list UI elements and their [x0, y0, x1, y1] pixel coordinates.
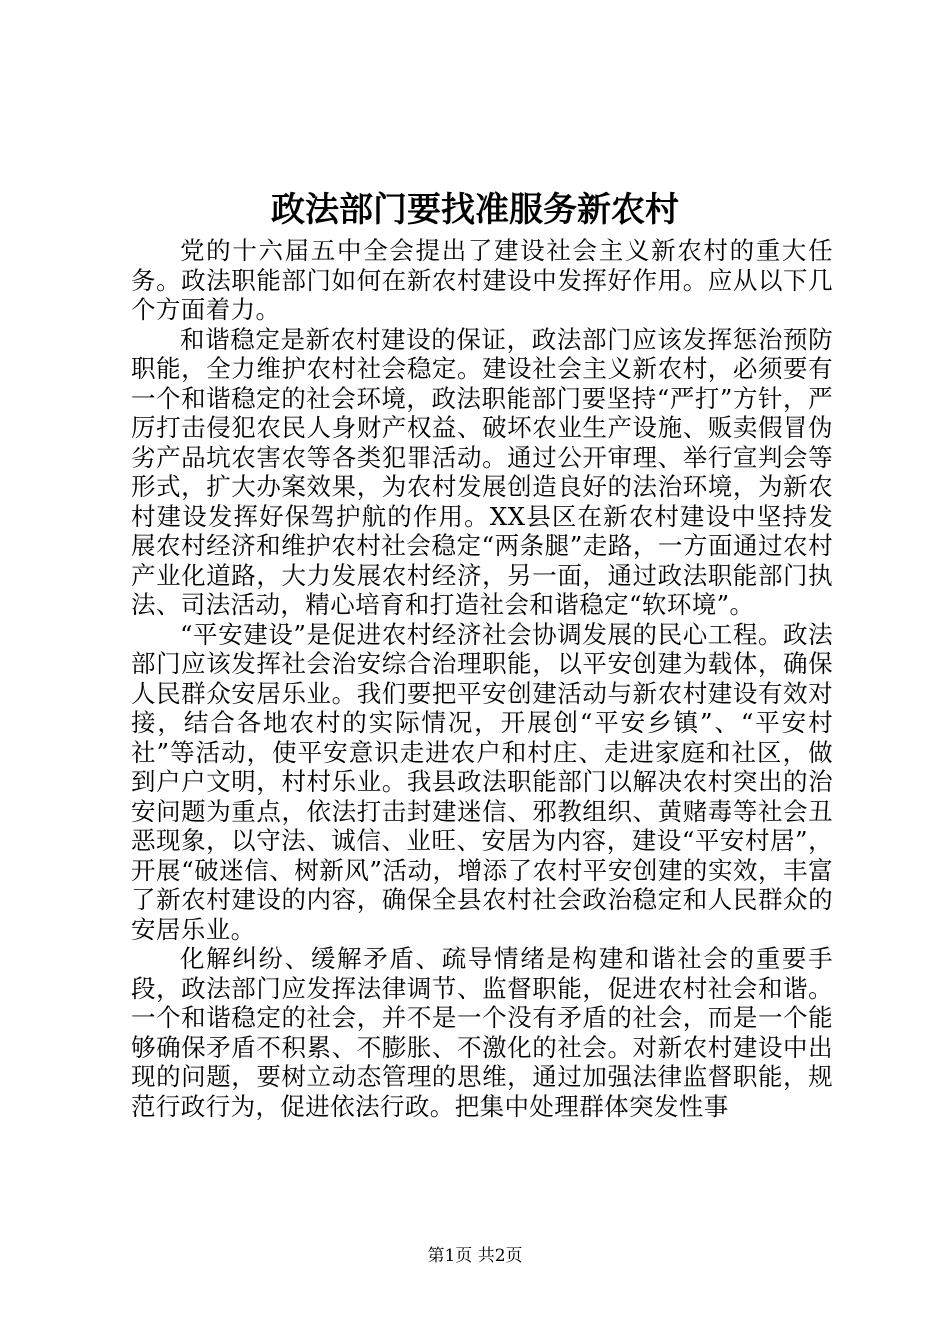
paragraph-4: 化解纠纷、缓解矛盾、疏导情绪是构建和谐社会的重要手段，政法部门应发挥法律调节、监督职能，促进农村社会和谐。一个和谐稳定的社会，并不是一个没有矛盾的社会，而是一个能够确保矛盾不积累、不膨胀、不激化的社会。对新农村建设中出现的问题，要树立动态管理的思维，通过加强法律监督职能，规范行政行为，促进依法行政。把集中处理群体突发性事 [131, 944, 833, 1121]
page-number-footer: 第1页 共2页 [427, 1246, 523, 1266]
page-title: 政法部门要找准服务新农村 [271, 190, 679, 230]
paragraph-1: 党的十六届五中全会提出了建设社会主义新农村的重大任务。政法职能部门如何在新农村建设中发挥好作用。应从以下几个方面着力。 [131, 236, 833, 324]
paragraph-3: “平安建设”是促进农村经济社会协调发展的民心工程。政法部门应该发挥社会治安综合治理职能，以平安创建为载体，确保人民群众安居乐业。我们要把平安创建活动与新农村建设有效对接，结合各地农村的实际情况，开展创“平安乡镇”、“平安村社”等活动，使平安意识走进农户和村庄、走进家庭和社区，做到户户文明，村村乐业。我县政法职能部门以解决农村突出的治安问题为重点，依法打击封建迷信、邪教组织、黄赌毒等社会丑恶现象，以守法、诚信、业旺、安居为内容，建设“平安村居”，开展“破迷信、树新风”活动，增添了农村平安创建的实效，丰富了新农村建设的内容，确保全县农村社会政治稳定和人民群众的安居乐业。 [131, 619, 833, 944]
document-body [131, 236, 833, 1121]
paragraph-2: 和谐稳定是新农村建设的保证，政法部门应该发挥惩治预防职能，全力维护农村社会稳定。建设社会主义新农村，必须要有一个和谐稳定的社会环境，政法职能部门要坚持“严打”方针，严厉打击侵犯农民人身财产权益、破坏农业生产设施、贩卖假冒伪劣产品坑农害农等各类犯罪活动。通过公开审理、举行宣判会等形式，扩大办案效果，为农村发展创造良好的法治环境，为新农村建设发挥好保驾护航的作用。XX县区在新农村建设中坚持发展农村经济和维护农村社会稳定“两条腿”走路，一方面通过农村产业化道路，大力发展农村经济，另一面，通过政法职能部门执法、司法活动，精心培育和打造社会和谐稳定“软环境”。 [131, 324, 833, 619]
